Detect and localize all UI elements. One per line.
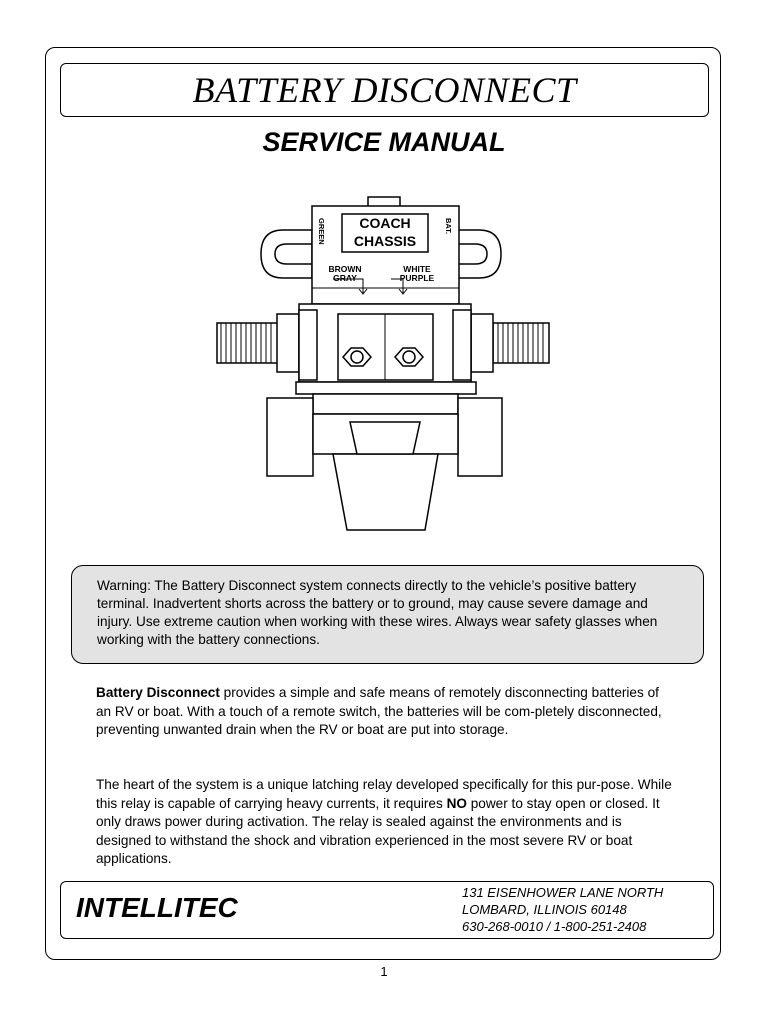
company-address: [462, 884, 663, 935]
label-brown: BROWN: [328, 264, 362, 274]
label-white: WHITE: [403, 264, 431, 274]
title-box: [60, 63, 709, 117]
paragraph-intro-bold: Battery Disconnect: [96, 685, 220, 700]
warning-text: Warning: The Battery Disconnect system connects directly to the vehicle’s positive battery terminal. Inadvertent shorts across the battery or to ground, may cause severe damage and injury. Use extreme caution when working with these wires. Always wear safety glasses when working with the battery connections.: [97, 578, 658, 647]
address-line-1: 131 EISENHOWER LANE NORTH: [462, 885, 664, 900]
label-coach: COACH: [359, 215, 411, 231]
paragraph-intro-text: provides a simple and safe means of remotely disconnecting batteries of an RV or boat. With a touch of a remote switch, the batteries will be com-pletely disconnected, preventing unwanted drain when the RV or boat are put into storage.: [96, 685, 662, 737]
address-line-2: LOMBARD, ILLINOIS 60148: [462, 902, 627, 917]
label-gray: GRAY: [333, 273, 357, 283]
page-number: 1: [380, 964, 388, 979]
document-subtitle: SERVICE MANUAL: [262, 127, 506, 157]
paragraph-intro: [96, 684, 676, 740]
document-title: BATTERY DISCONNECT: [192, 70, 577, 110]
label-chassis: CHASSIS: [353, 233, 417, 249]
label-bat: BAT.: [444, 218, 453, 235]
paragraph-relay-text-after: power to stay open or closed. It only draws power during activation. The relay is sealed against the environments and is designed to withstand the shock and vibration experienced in the most severe RV or boat applications.: [96, 795, 660, 866]
footer-box: [60, 881, 714, 939]
paragraph-relay-bold: NO: [446, 795, 467, 811]
battery-disconnect-relay-diagram: [205, 192, 560, 540]
warning-box: [71, 565, 704, 664]
phone-numbers: 630-268-0010 / 1-800-251-2408: [462, 919, 647, 934]
paragraph-relay: [96, 776, 676, 869]
paragraph-relay-text-before: The heart of the system is a unique latching relay developed specifically for this pur-pose. While this relay is capable of carrying heavy currents, it requires: [96, 777, 672, 811]
brand-name: INTELLITEC: [76, 892, 238, 923]
label-green: GREEN: [317, 218, 326, 245]
label-purple: PURPLE: [399, 273, 435, 283]
